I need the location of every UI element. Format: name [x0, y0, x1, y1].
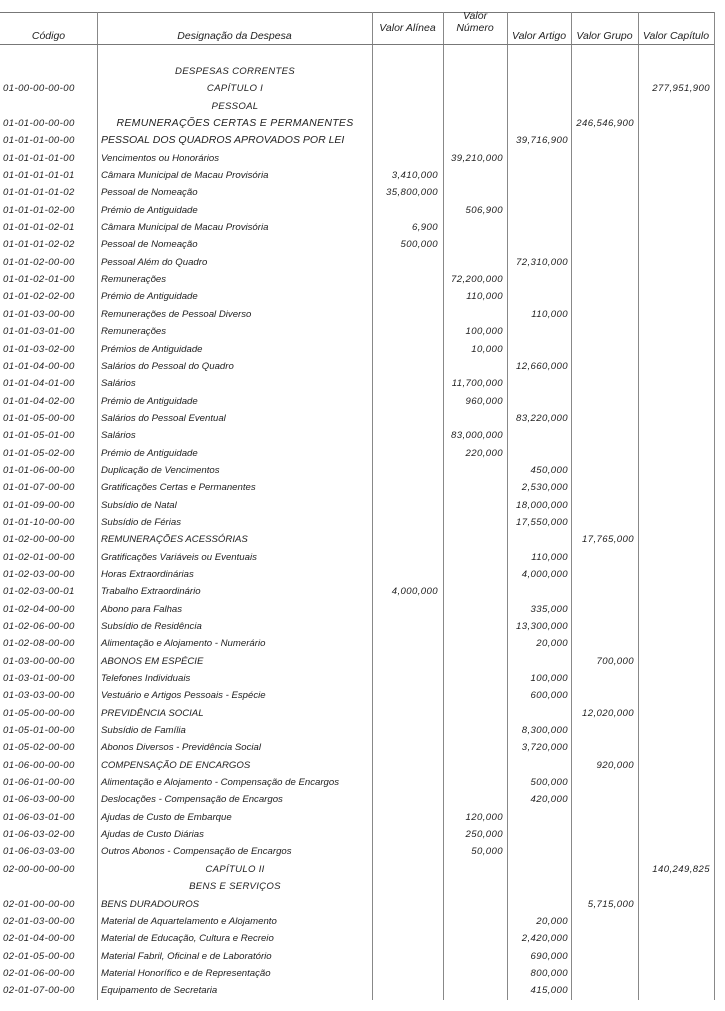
- valor-numero-cell: 250,000: [465, 829, 503, 841]
- description-cell: DESPESAS CORRENTES: [174, 66, 296, 77]
- code-cell: 01-01-03-02-00: [3, 343, 75, 355]
- description-cell: Horas Extraordinárias: [101, 568, 194, 580]
- code-cell: 01-01-07-00-00: [3, 482, 75, 494]
- code-cell: 01-02-01-00-00: [3, 551, 75, 563]
- code-cell: 01-03-03-00-00: [3, 690, 75, 702]
- description-cell: Salários: [101, 378, 136, 390]
- code-cell: 01-06-03-02-00: [3, 829, 75, 841]
- code-cell: 02-01-00-00-00: [3, 898, 75, 910]
- code-cell: 01-02-03-00-00: [3, 568, 75, 580]
- valor-artigo-cell: 800,000: [530, 967, 568, 979]
- code-cell: 01-01-01-00-00: [3, 135, 75, 147]
- code-cell: 01-01-01-02-01: [3, 222, 75, 234]
- code-cell: 01-01-05-02-00: [3, 447, 75, 459]
- description-cell: Trabalho Extraordinário: [101, 586, 201, 598]
- code-cell: 01-06-03-03-00: [3, 846, 75, 858]
- description-cell: Pessoal de Nomeação: [101, 187, 198, 199]
- code-cell: 01-01-00-00-00: [3, 118, 75, 130]
- valor-artigo-cell: 335,000: [530, 603, 568, 615]
- valor-artigo-cell: 39,716,900: [515, 135, 568, 147]
- valor-artigo-cell: 20,000: [536, 915, 568, 927]
- description-cell: PESSOAL DOS QUADROS APROVADOS POR LEI: [101, 134, 345, 147]
- table-row: [0, 948, 714, 965]
- valor-artigo-cell: 8,300,000: [521, 725, 568, 737]
- table-row: [0, 583, 714, 600]
- description-cell: Salários do Pessoal do Quadro: [101, 360, 234, 372]
- description-cell: Outros Abonos - Compensação de Encargos: [101, 846, 292, 858]
- valor-alinea-cell: 500,000: [400, 239, 438, 251]
- table-row: [0, 965, 714, 982]
- header-valor-artigo: Valor Artigo: [511, 30, 567, 42]
- code-cell: 01-01-02-02-00: [3, 291, 75, 303]
- description-cell: Remunerações: [101, 274, 167, 286]
- valor-numero-cell: 220,000: [465, 447, 503, 459]
- valor-alinea-cell: 6,900: [411, 222, 438, 234]
- table-row: [0, 531, 714, 548]
- description-cell: CAPÍTULO II: [205, 863, 265, 875]
- table-row: [0, 930, 714, 947]
- description-cell: CAPÍTULO I: [206, 83, 264, 95]
- header-valor-alinea: Valor Alínea: [379, 22, 436, 34]
- table-row: [0, 635, 714, 652]
- header-valor-grupo: Valor Grupo: [576, 30, 633, 42]
- table-row: [0, 982, 714, 999]
- code-cell: 01-01-05-01-00: [3, 430, 75, 442]
- valor-artigo-cell: 110,000: [531, 551, 568, 563]
- table-row: [0, 549, 714, 566]
- table-row: [0, 445, 714, 462]
- code-cell: 01-01-01-01-00: [3, 152, 75, 164]
- valor-artigo-cell: 18,000,000: [515, 499, 568, 511]
- valor-artigo-cell: 83,220,000: [515, 412, 568, 424]
- table-row: [0, 271, 714, 288]
- description-cell: Prémio de Antiguidade: [101, 204, 198, 216]
- table-row: [0, 288, 714, 305]
- code-cell: 01-01-01-01-02: [3, 187, 75, 199]
- table-row: [0, 497, 714, 514]
- code-cell: 02-01-03-00-00: [3, 915, 75, 927]
- valor-artigo-cell: 13,300,000: [515, 621, 568, 632]
- valor-artigo-cell: 600,000: [530, 690, 568, 702]
- valor-grupo-cell: 700,000: [596, 655, 634, 667]
- valor-artigo-cell: 2,420,000: [521, 933, 568, 945]
- code-cell: 01-01-09-00-00: [3, 499, 75, 511]
- table-row: [0, 566, 714, 583]
- description-cell: Prémio de Antiguidade: [101, 447, 198, 459]
- code-cell: 01-01-05-00-00: [3, 412, 75, 424]
- table-row: [0, 202, 714, 219]
- code-cell: 01-01-04-01-00: [3, 378, 75, 390]
- description-cell: Gratificações Variáveis ou Eventuais: [101, 551, 257, 563]
- table-row: [0, 184, 714, 201]
- table-row: [0, 687, 714, 704]
- code-cell: 01-01-04-00-00: [3, 360, 75, 372]
- table-row: [0, 323, 714, 340]
- table-row: [0, 670, 714, 687]
- valor-alinea-cell: 4,000,000: [391, 586, 438, 598]
- code-cell: 01-06-03-00-00: [3, 794, 75, 806]
- column-divider: [714, 12, 715, 1000]
- description-cell: Prémios de Antiguidade: [101, 343, 203, 355]
- valor-numero-cell: 506,900: [465, 204, 503, 216]
- table-row: [0, 514, 714, 531]
- valor-artigo-cell: 4,000,000: [521, 568, 568, 580]
- header-codigo: Código: [31, 30, 66, 42]
- description-cell: BENS E SERVIÇOS: [189, 881, 281, 893]
- valor-numero-cell: 100,000: [465, 326, 503, 338]
- code-cell: 01-05-02-00-00: [3, 742, 75, 754]
- valor-artigo-cell: 420,000: [530, 794, 568, 806]
- code-cell: 01-01-03-01-00: [3, 326, 75, 338]
- table-row: [0, 826, 714, 843]
- code-cell: 01-01-04-02-00: [3, 395, 75, 407]
- description-cell: Salários: [101, 430, 136, 442]
- valor-numero-cell: 39,210,000: [450, 152, 503, 164]
- description-cell: Ajudas de Custo Diárias: [101, 829, 204, 841]
- table-row: [0, 98, 714, 115]
- description-cell: Subsídio de Residência: [101, 621, 202, 632]
- code-cell: 01-01-01-02-02: [3, 239, 75, 251]
- description-cell: Material de Educação, Cultura e Recreio: [101, 933, 274, 945]
- description-cell: Subsídio de Natal: [101, 499, 177, 511]
- valor-artigo-cell: 690,000: [530, 950, 568, 962]
- table-row: [0, 618, 714, 635]
- valor-grupo-cell: 17,765,000: [581, 534, 634, 546]
- code-cell: 01-03-01-00-00: [3, 673, 75, 685]
- table-row: [0, 809, 714, 826]
- table-row: [0, 774, 714, 791]
- description-cell: Deslocações - Compensação de Encargos: [101, 794, 283, 806]
- table-row: [0, 80, 714, 97]
- valor-artigo-cell: 100,000: [530, 673, 568, 685]
- table-row: [0, 757, 714, 774]
- description-cell: Material de Aquartelamento e Alojamento: [101, 915, 277, 927]
- description-cell: Material Honorífico e de Representação: [101, 967, 271, 979]
- description-cell: Abono para Falhas: [101, 603, 183, 615]
- code-cell: 01-01-10-00-00: [3, 516, 75, 528]
- table-row: [0, 601, 714, 618]
- description-cell: Remunerações: [101, 326, 167, 338]
- table-row: [0, 306, 714, 323]
- description-cell: BENS DURADOUROS: [101, 898, 200, 910]
- table-row: [0, 913, 714, 930]
- valor-artigo-cell: 12,660,000: [515, 360, 568, 372]
- valor-grupo-cell: 5,715,000: [587, 898, 634, 910]
- description-cell: Câmara Municipal de Macau Provisória: [101, 170, 269, 182]
- table-row: [0, 791, 714, 808]
- table-row: [0, 219, 714, 236]
- description-cell: Câmara Municipal de Macau Provisória: [101, 222, 269, 234]
- table-row: [0, 63, 714, 80]
- description-cell: Equipamento de Secretaria: [101, 985, 218, 997]
- table-row: [0, 236, 714, 253]
- description-cell: Salários do Pessoal Eventual: [101, 412, 226, 424]
- description-cell: Vestuário e Artigos Pessoais - Espécie: [101, 690, 266, 702]
- table-row: [0, 150, 714, 167]
- description-cell: COMPENSAÇÃO DE ENCARGOS: [101, 759, 251, 771]
- valor-alinea-cell: 35,800,000: [385, 187, 438, 199]
- header-valor-numero: Valor Número: [456, 10, 494, 34]
- valor-numero-cell: 72,200,000: [450, 274, 503, 286]
- description-cell: Alimentação e Alojamento - Numerário: [101, 638, 266, 650]
- code-cell: 02-01-04-00-00: [3, 933, 75, 945]
- valor-numero-cell: 960,000: [465, 395, 503, 407]
- valor-grupo-cell: 920,000: [596, 759, 634, 771]
- code-cell: 01-02-08-00-00: [3, 638, 75, 650]
- description-cell: PESSOAL: [211, 100, 259, 112]
- code-cell: 01-06-03-01-00: [3, 811, 75, 823]
- code-cell: 02-01-07-00-00: [3, 985, 75, 997]
- valor-numero-cell: 10,000: [471, 343, 503, 355]
- code-cell: 02-00-00-00-00: [3, 863, 75, 875]
- description-cell: Duplicação de Vencimentos: [101, 464, 220, 476]
- valor-artigo-cell: 17,550,000: [515, 516, 568, 528]
- table-row: [0, 167, 714, 184]
- code-cell: 01-06-00-00-00: [3, 759, 75, 771]
- code-cell: 01-01-02-01-00: [3, 274, 75, 286]
- description-cell: Telefones Individuais: [101, 673, 191, 685]
- description-cell: Gratificações Certas e Permanentes: [101, 482, 256, 494]
- valor-grupo-cell: 12,020,000: [581, 707, 634, 719]
- valor-artigo-cell: 72,310,000: [515, 256, 568, 268]
- table-row: [0, 427, 714, 444]
- code-cell: 01-05-00-00-00: [3, 707, 75, 719]
- valor-numero-cell: 11,700,000: [451, 378, 503, 390]
- table-row: [0, 705, 714, 722]
- valor-numero-cell: 83,000,000: [450, 430, 503, 442]
- description-cell: Remunerações de Pessoal Diverso: [101, 308, 252, 320]
- code-cell: 01-02-04-00-00: [3, 603, 75, 615]
- description-cell: Prémio de Antiguidade: [101, 291, 198, 303]
- description-cell: Vencimentos ou Honorários: [101, 152, 220, 164]
- description-cell: Ajudas de Custo de Embarque: [101, 811, 232, 823]
- code-cell: 01-02-00-00-00: [3, 534, 75, 546]
- table-row: [0, 341, 714, 358]
- header-designacao: Designação da Despesa: [177, 30, 292, 42]
- table-row: [0, 722, 714, 739]
- table-row: [0, 896, 714, 913]
- table-row: [0, 653, 714, 670]
- code-cell: 01-00-00-00-00: [3, 83, 75, 95]
- code-cell: 02-01-05-00-00: [3, 950, 75, 962]
- valor-artigo-cell: 450,000: [530, 464, 568, 476]
- table-row: [0, 861, 714, 878]
- description-cell: PREVIDÊNCIA SOCIAL: [101, 707, 204, 719]
- valor-artigo-cell: 110,000: [531, 308, 568, 320]
- table-row: [0, 132, 714, 149]
- description-cell: Abonos Diversos - Previdência Social: [101, 742, 261, 754]
- valor-capitulo-cell: 140,249,825: [652, 863, 710, 875]
- valor-alinea-cell: 3,410,000: [391, 170, 438, 182]
- code-cell: 01-01-02-00-00: [3, 256, 75, 268]
- table-row: [0, 393, 714, 410]
- description-cell: Subsídio de Férias: [101, 516, 181, 528]
- description-cell: Material Fabril, Oficinal e de Laboratório: [101, 950, 272, 962]
- description-cell: Pessoal Além do Quadro: [101, 256, 208, 268]
- valor-artigo-cell: 20,000: [536, 638, 568, 650]
- table-body: [0, 63, 714, 1000]
- table-row: [0, 375, 714, 392]
- description-cell: Pessoal de Nomeação: [101, 239, 198, 251]
- header-divider: [0, 44, 714, 45]
- description-cell: REMUNERAÇÕES CERTAS E PERMANENTES: [116, 117, 354, 130]
- code-cell: 01-01-01-01-01: [3, 170, 75, 182]
- code-cell: 01-02-06-00-00: [3, 621, 75, 632]
- valor-artigo-cell: 500,000: [530, 777, 568, 789]
- header-valor-capitulo: Valor Capítulo: [642, 30, 710, 42]
- description-cell: Prémio de Antiguidade: [101, 395, 198, 407]
- description-cell: ABONOS EM ESPÉCIE: [101, 655, 204, 667]
- table-row: [0, 115, 714, 132]
- valor-numero-cell: 50,000: [471, 846, 503, 858]
- valor-artigo-cell: 2,530,000: [521, 482, 568, 494]
- table-row: [0, 479, 714, 496]
- code-cell: 01-01-06-00-00: [3, 464, 75, 476]
- table-row: [0, 462, 714, 479]
- table-row: [0, 843, 714, 860]
- code-cell: 01-02-03-00-01: [3, 586, 75, 598]
- code-cell: 01-03-00-00-00: [3, 655, 75, 667]
- code-cell: 01-06-01-00-00: [3, 777, 75, 789]
- valor-artigo-cell: 3,720,000: [521, 742, 568, 754]
- valor-artigo-cell: 415,000: [530, 985, 568, 997]
- code-cell: 01-05-01-00-00: [3, 725, 75, 737]
- table-row: [0, 410, 714, 427]
- table-row: [0, 254, 714, 271]
- code-cell: 01-01-03-00-00: [3, 308, 75, 320]
- table-row: [0, 878, 714, 895]
- code-cell: 01-01-01-02-00: [3, 204, 75, 216]
- valor-numero-cell: 110,000: [466, 291, 503, 303]
- valor-capitulo-cell: 277,951,900: [652, 83, 710, 95]
- description-cell: REMUNERAÇÕES ACESSÓRIAS: [101, 534, 248, 546]
- code-cell: 02-01-06-00-00: [3, 967, 75, 979]
- table-row: [0, 358, 714, 375]
- description-cell: Subsídio de Família: [101, 725, 186, 737]
- description-cell: Alimentação e Alojamento - Compensação de Encargos: [101, 777, 340, 789]
- valor-grupo-cell: 246,546,900: [576, 118, 634, 130]
- table-row: [0, 739, 714, 756]
- valor-numero-cell: 120,000: [465, 811, 503, 823]
